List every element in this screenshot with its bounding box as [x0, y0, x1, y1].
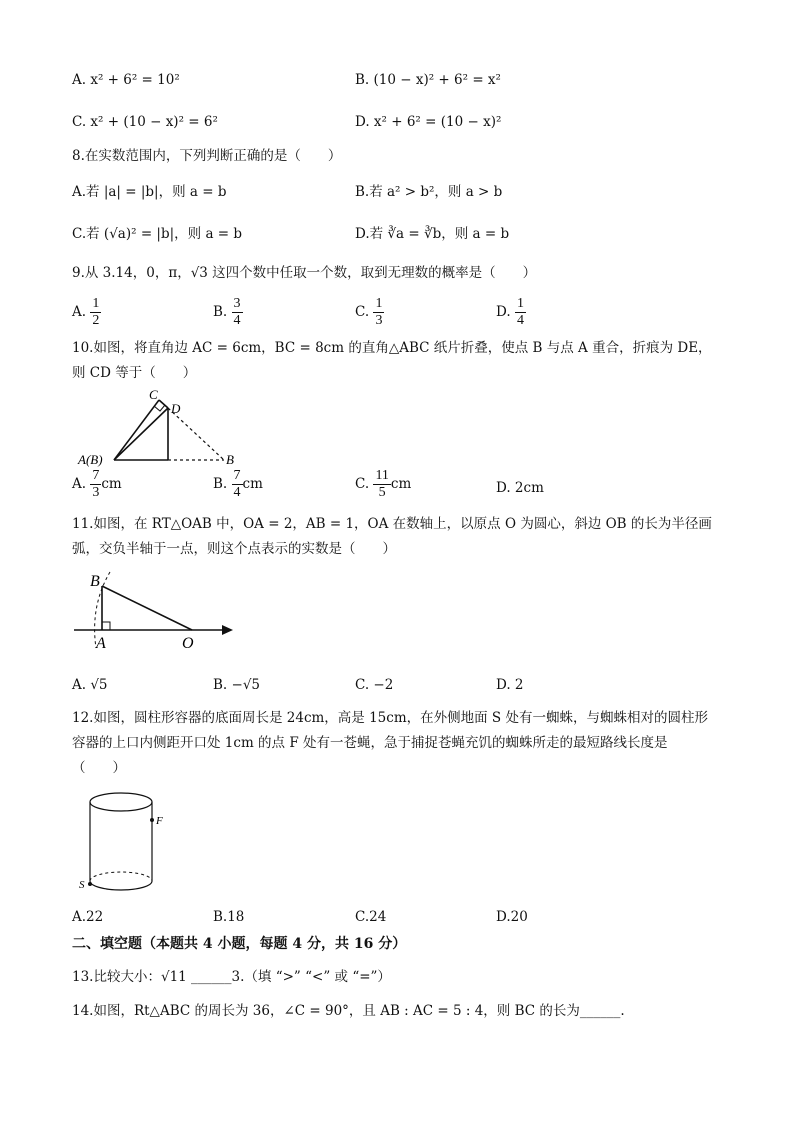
- q11-number-line-figure: [72, 566, 242, 656]
- q10-option-a-fraction: [90, 468, 101, 501]
- numerator: 7: [92, 468, 100, 483]
- q7-option-a: A. x² + 6² = 10²: [72, 72, 180, 88]
- q9-option-d-fraction: [515, 296, 526, 329]
- q12-stem-line2: 容器的上口内侧距开口处 1cm 的点 F 处有一苍蝇，急于捕捉苍蝇充饥的蜘蛛所走的最短路线长度是: [72, 735, 668, 751]
- label-ab: A(B): [78, 452, 103, 467]
- q10-option-d: D. 2cm: [496, 480, 544, 496]
- q9-option-a-fraction: [90, 296, 101, 329]
- q8-option-b: B.若 a² > b²，则 a > b: [355, 184, 503, 200]
- q9-option-d-label: D.: [496, 304, 511, 320]
- q10-option-c-label: C.: [355, 476, 370, 492]
- q11-option-d: D. 2: [496, 677, 524, 693]
- q10-option-b: [213, 468, 263, 501]
- numerator: 7: [233, 468, 241, 483]
- q9-option-c: [355, 296, 384, 329]
- denominator: 2: [92, 313, 100, 328]
- denominator: 4: [233, 313, 241, 328]
- q10-triangle-figure: [72, 386, 242, 472]
- q12-stem-line3: （ ）: [72, 760, 126, 776]
- q11-stem-line1: 11.如图，在 RT△OAB 中，OA = 2，AB = 1，OA 在数轴上，以原点 O 为圆心，斜边 OB 的长为半径画: [72, 516, 712, 532]
- numerator: 1: [375, 296, 383, 311]
- numerator: 11: [375, 468, 389, 483]
- q9-option-b: [213, 296, 243, 329]
- right-angle-mark-c: [154, 405, 165, 411]
- q11-option-a: A. √5: [72, 677, 108, 693]
- label-a: A: [96, 635, 106, 652]
- q8-stem: 8.在实数范围内，下列判断正确的是（ ）: [72, 148, 342, 164]
- q10-option-c: [355, 468, 411, 501]
- q10-option-a: [72, 468, 122, 501]
- q9-option-b-fraction: [232, 296, 243, 329]
- q8-option-a: A.若 |a| = |b|，则 a = b: [72, 184, 227, 200]
- fold-line-ad: [114, 408, 168, 460]
- section-heading: 二、填空题（本题共 4 小题，每题 4 分，共 16 分）: [72, 936, 407, 952]
- q14-text: 14.如图，Rt△ABC 的周长为 36，∠C = 90°，且 AB : AC = 5 : 4，则 BC 的长为______.: [72, 1003, 625, 1019]
- cylinder-bottom-front: [90, 881, 152, 890]
- q12-option-b: B.18: [213, 909, 245, 925]
- number-line-arrow-icon: [222, 625, 233, 635]
- denominator: 3: [375, 313, 383, 328]
- numerator: 3: [233, 296, 241, 311]
- cylinder-bottom-back: [90, 872, 152, 881]
- denominator: 5: [378, 485, 386, 500]
- q12-stem-line1: 12.如图，圆柱形容器的底面周长是 24cm，高是 15cm，在外侧地面 S 处有一蜘蛛，与蜘蛛相对的圆柱形: [72, 710, 708, 726]
- point-f: [150, 818, 154, 822]
- right-angle-mark-a: [102, 622, 110, 630]
- denominator: 3: [92, 485, 100, 500]
- label-s: S: [79, 879, 85, 891]
- side-ac: [114, 400, 159, 460]
- q11-option-c: C. −2: [355, 677, 394, 693]
- q10-stem-line2: 则 CD 等于（ ）: [72, 365, 197, 381]
- q10-option-b-label: B.: [213, 476, 228, 492]
- q11-stem-line2: 弧，交负半轴于一点，则这个点表示的实数是（ ）: [72, 541, 396, 557]
- label-f: F: [156, 815, 163, 827]
- q9-option-b-label: B.: [213, 304, 228, 320]
- numerator: 1: [92, 296, 100, 311]
- point-s: [88, 882, 92, 886]
- q12-option-a: A.22: [72, 909, 104, 925]
- unit: cm: [390, 476, 412, 492]
- label-c: C: [149, 387, 158, 402]
- q12-cylinder-figure: [72, 788, 182, 898]
- q7-option-c: C. x² + (10 − x)² = 6²: [72, 114, 218, 130]
- unit: cm: [101, 476, 122, 492]
- label-o: O: [182, 635, 194, 652]
- label-b: B: [90, 573, 100, 590]
- q13-text: 13.比较大小：√11 ______3.（填 “>” “<” 或 “=”）: [72, 969, 391, 985]
- unit: cm: [242, 476, 263, 492]
- q7-option-d: D. x² + 6² = (10 − x)²: [355, 114, 502, 130]
- q10-option-b-fraction: [232, 468, 243, 501]
- q10-option-c-fraction: [373, 468, 390, 501]
- q8-option-c: C.若 (√a)² = |b|，则 a = b: [72, 226, 243, 242]
- q9-option-c-label: C.: [355, 304, 370, 320]
- q9-option-c-fraction: [373, 296, 384, 329]
- q10-option-a-label: A.: [72, 476, 87, 492]
- q11-option-b: B. −√5: [213, 677, 261, 693]
- denominator: 4: [516, 313, 524, 328]
- q9-option-d: [496, 296, 526, 329]
- label-b: B: [226, 452, 234, 467]
- q9-option-a-label: A.: [72, 304, 87, 320]
- q9-option-a: [72, 296, 101, 329]
- q12-option-c: C.24: [355, 909, 387, 925]
- q12-option-d: D.20: [496, 909, 528, 925]
- q7-option-b: B. (10 − x)² + 6² = x²: [355, 72, 501, 88]
- denominator: 4: [233, 485, 241, 500]
- q10-stem-line1: 10.如图，将直角边 AC = 6cm，BC = 8cm 的直角△ABC 纸片折叠，使点 B 与点 A 重合，折痕为 DE，: [72, 340, 712, 356]
- q9-stem: 9.从 3.14，0，π，√3 这四个数中任取一个数，取到无理数的概率是（ ）: [72, 265, 537, 281]
- numerator: 1: [516, 296, 524, 311]
- q8-option-d: D.若 ∛a = ∛b，则 a = b: [355, 226, 510, 242]
- label-d: D: [171, 401, 181, 416]
- cylinder-top: [90, 793, 152, 811]
- hypotenuse-ob: [102, 586, 192, 630]
